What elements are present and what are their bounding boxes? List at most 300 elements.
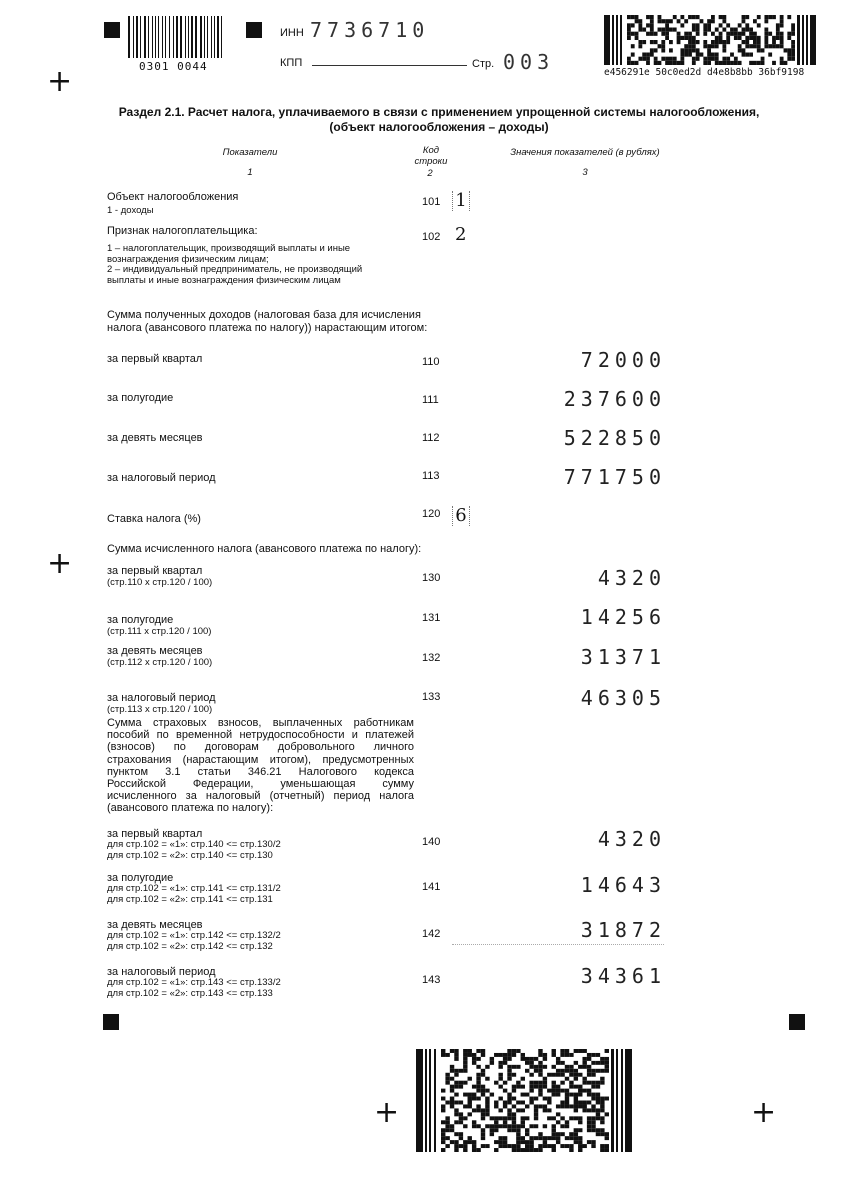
barcode-bar bbox=[600, 1148, 604, 1152]
barcode-bar bbox=[700, 19, 704, 23]
barcode-bar bbox=[516, 1101, 520, 1105]
barcode-bar bbox=[650, 48, 654, 52]
barcode-bar bbox=[658, 61, 662, 65]
barcode-bar bbox=[534, 1104, 538, 1108]
barcode-bar bbox=[627, 15, 631, 19]
barcode-bar bbox=[761, 61, 765, 65]
barcode-bar bbox=[587, 1124, 591, 1128]
barcode-bar bbox=[534, 1112, 538, 1116]
barcode-bar bbox=[569, 1065, 573, 1069]
barcode-bar bbox=[476, 1081, 480, 1085]
barcode-bar bbox=[791, 28, 795, 32]
barcode-bar bbox=[472, 1148, 476, 1152]
barcode-bar bbox=[525, 1057, 529, 1061]
barcode-bar bbox=[565, 1049, 569, 1053]
barcode-bar bbox=[429, 1049, 431, 1152]
barcode-bar bbox=[211, 16, 212, 58]
barcode-bar bbox=[764, 15, 768, 19]
barcode-bar bbox=[665, 32, 669, 36]
barcode-bar bbox=[525, 1116, 529, 1120]
barcode-bar bbox=[600, 1104, 604, 1108]
barcode-bar bbox=[692, 36, 696, 40]
barcode-bar bbox=[507, 1049, 511, 1053]
barcode-bar bbox=[565, 1053, 569, 1057]
barcode-bar bbox=[612, 15, 614, 65]
insurance-heading-line: пособий по временной нетрудоспособности и платежей bbox=[107, 729, 414, 742]
barcode-bar bbox=[494, 1104, 498, 1108]
barcode-bar bbox=[459, 1069, 463, 1073]
barcode-bar bbox=[669, 61, 673, 65]
barcode-bar bbox=[481, 1144, 485, 1148]
row-141-label: за полугодие bbox=[107, 872, 174, 884]
barcode-bar bbox=[734, 36, 738, 40]
barcode-bar bbox=[715, 57, 719, 61]
barcode-bar bbox=[155, 16, 156, 58]
barcode-bar bbox=[582, 1077, 586, 1081]
barcode-bar bbox=[587, 1140, 591, 1144]
barcode-bar bbox=[734, 57, 738, 61]
barcode-bar bbox=[574, 1128, 578, 1132]
barcode-bar bbox=[490, 1116, 494, 1120]
barcode-bar bbox=[494, 1120, 498, 1124]
barcode-bar bbox=[565, 1097, 569, 1101]
barcode-bar bbox=[596, 1081, 600, 1085]
barcode-bar bbox=[525, 1128, 529, 1132]
barcode-bar bbox=[503, 1144, 507, 1148]
barcode-bar bbox=[631, 61, 635, 65]
barcode-bar bbox=[450, 1049, 454, 1053]
barcode-bar bbox=[574, 1061, 578, 1065]
barcode-bar bbox=[441, 1136, 445, 1140]
row-120-code: 120 bbox=[422, 508, 441, 520]
barcode-bar bbox=[742, 28, 746, 32]
barcode-bar bbox=[680, 61, 684, 65]
barcode-bar bbox=[680, 23, 684, 27]
barcode-bar bbox=[450, 1104, 454, 1108]
barcode-bar bbox=[707, 61, 711, 65]
barcode-bar bbox=[722, 48, 726, 52]
barcode-bar bbox=[552, 1049, 556, 1053]
barcode-bar bbox=[596, 1069, 600, 1073]
barcode-bar bbox=[635, 61, 639, 65]
barcode-bar bbox=[791, 32, 795, 36]
barcode-bar bbox=[665, 19, 669, 23]
barcode-bar bbox=[587, 1053, 591, 1057]
inn-value: 7736710 bbox=[310, 18, 430, 42]
barcode-bar bbox=[776, 32, 780, 36]
barcode-bar bbox=[538, 1089, 542, 1093]
barcode-bar bbox=[445, 1128, 449, 1132]
pdf417-barcode bbox=[604, 15, 816, 65]
barcode-bar bbox=[538, 1061, 542, 1065]
barcode-bar bbox=[730, 61, 734, 65]
barcode-bar bbox=[507, 1144, 511, 1148]
barcode-bar bbox=[481, 1049, 485, 1053]
barcode-bar bbox=[552, 1116, 556, 1120]
barcode-bar bbox=[661, 57, 665, 61]
barcode-bar bbox=[787, 32, 791, 36]
row-141-code: 141 bbox=[422, 881, 441, 893]
barcode-bar bbox=[791, 44, 795, 48]
barcode-bar bbox=[745, 28, 749, 32]
barcode-bar bbox=[703, 23, 707, 27]
barcode-bar bbox=[703, 40, 707, 44]
barcode-bar bbox=[680, 48, 684, 52]
barcode-bar bbox=[574, 1101, 578, 1105]
barcode-bar bbox=[503, 1104, 507, 1108]
barcode-bar bbox=[638, 23, 642, 27]
column-number-2: 2 bbox=[427, 168, 433, 179]
barcode-bar bbox=[719, 61, 723, 65]
barcode-bar bbox=[684, 32, 688, 36]
barcode-bar bbox=[650, 53, 654, 57]
barcode-bar bbox=[485, 1065, 489, 1069]
barcode-bar bbox=[635, 32, 639, 36]
barcode-bar bbox=[642, 53, 646, 57]
barcode-bar bbox=[654, 48, 658, 52]
barcode-bar bbox=[560, 1061, 564, 1065]
barcode-bar bbox=[534, 1097, 538, 1101]
barcode-bar bbox=[600, 1101, 604, 1105]
barcode-bar bbox=[654, 32, 658, 36]
income-heading-line1: Сумма полученных доходов (налоговая база для исчисления bbox=[107, 309, 421, 321]
barcode-bar bbox=[591, 1093, 595, 1097]
row-102-sub bbox=[107, 244, 362, 286]
row-140-sub bbox=[107, 840, 281, 861]
barcode-bar bbox=[516, 1124, 520, 1128]
barcode-bar bbox=[454, 1108, 458, 1112]
barcode-bar bbox=[521, 1077, 525, 1081]
barcode-bar bbox=[503, 1057, 507, 1061]
barcode-bar bbox=[749, 44, 753, 48]
barcode-bar bbox=[749, 32, 753, 36]
barcode-bar bbox=[534, 1108, 538, 1112]
barcode-bar bbox=[521, 1085, 525, 1089]
barcode-bar bbox=[173, 16, 174, 58]
barcode-bar bbox=[596, 1112, 600, 1116]
barcode-bar bbox=[742, 15, 746, 19]
row-113-value: 771750 bbox=[563, 465, 666, 489]
barcode-bar bbox=[605, 1132, 609, 1136]
barcode-bar bbox=[463, 1124, 467, 1128]
barcode-bar bbox=[596, 1061, 600, 1065]
barcode-bar bbox=[516, 1085, 520, 1089]
barcode-bar bbox=[481, 1108, 485, 1112]
barcode-bar bbox=[591, 1081, 595, 1085]
barcode-bar bbox=[596, 1128, 600, 1132]
barcode-bar bbox=[529, 1081, 533, 1085]
barcode-bar bbox=[503, 1081, 507, 1085]
barcode-bar bbox=[472, 1085, 476, 1089]
row-142-sub-line2: для стр.102 = «2»: стр.142 <= стр.132 bbox=[107, 940, 273, 952]
crosshair-icon: + bbox=[47, 546, 73, 581]
barcode-bar bbox=[787, 15, 791, 19]
barcode-bar bbox=[454, 1081, 458, 1085]
barcode-bar bbox=[441, 1108, 445, 1112]
row-132-code: 132 bbox=[422, 652, 441, 664]
barcode-bar bbox=[472, 1093, 476, 1097]
barcode-bar bbox=[529, 1065, 533, 1069]
row-143-sub-line2: для стр.102 = «2»: стр.143 <= стр.133 bbox=[107, 987, 273, 999]
barcode-bar bbox=[591, 1069, 595, 1073]
barcode-bar bbox=[468, 1053, 472, 1057]
barcode-bar bbox=[768, 53, 772, 57]
barcode-bar bbox=[605, 1061, 609, 1065]
barcode-bar bbox=[650, 19, 654, 23]
barcode-bar bbox=[688, 36, 692, 40]
barcode-bar bbox=[780, 57, 784, 61]
barcode-bar bbox=[516, 1140, 520, 1144]
barcode-bar bbox=[715, 36, 719, 40]
barcode-bar bbox=[692, 48, 696, 52]
barcode-bar bbox=[764, 28, 768, 32]
barcode-bar bbox=[512, 1104, 516, 1108]
barcode-bar bbox=[742, 40, 746, 44]
barcode-bar bbox=[569, 1144, 573, 1148]
barcode-bar bbox=[726, 61, 730, 65]
barcode-bar bbox=[494, 1128, 498, 1132]
barcode-bar bbox=[642, 40, 646, 44]
barcode-bar bbox=[552, 1065, 556, 1069]
barcode-bar bbox=[722, 19, 726, 23]
insurance-heading-line: страхования (нарастающим итогом), предусмотренных bbox=[107, 753, 414, 766]
barcode-bar bbox=[552, 1089, 556, 1093]
barcode-bar bbox=[538, 1053, 542, 1057]
barcode-bar bbox=[692, 23, 696, 27]
barcode-bar bbox=[556, 1132, 560, 1136]
row-140-value: 4320 bbox=[597, 827, 666, 851]
barcode-bar bbox=[574, 1108, 578, 1112]
barcode-bar bbox=[176, 16, 178, 58]
crosshair-icon: + bbox=[751, 1095, 777, 1130]
barcode-bar bbox=[459, 1116, 463, 1120]
barcode-bar bbox=[463, 1116, 467, 1120]
barcode-bar bbox=[582, 1104, 586, 1108]
barcode-bar bbox=[722, 61, 726, 65]
barcode-bar bbox=[574, 1097, 578, 1101]
barcode-bar bbox=[525, 1144, 529, 1148]
barcode-bar bbox=[195, 16, 197, 58]
barcode-bar bbox=[529, 1085, 533, 1089]
barcode-bar bbox=[169, 16, 170, 58]
barcode-bar bbox=[582, 1089, 586, 1093]
barcode-bar bbox=[503, 1120, 507, 1124]
barcode-bar bbox=[591, 1104, 595, 1108]
barcode-bar bbox=[552, 1128, 556, 1132]
barcode-bar bbox=[556, 1093, 560, 1097]
barcode-bar bbox=[574, 1132, 578, 1136]
barcode-bar bbox=[661, 32, 665, 36]
barcode-bar bbox=[543, 1065, 547, 1069]
row-132-sub: (стр.112 х стр.120 / 100) bbox=[107, 657, 213, 668]
barcode-bar bbox=[578, 1148, 582, 1152]
barcode-bar bbox=[719, 15, 723, 19]
barcode-bar bbox=[707, 23, 711, 27]
barcode-bar bbox=[621, 1049, 623, 1152]
barcode-bar bbox=[552, 1144, 556, 1148]
barcode-bar bbox=[730, 32, 734, 36]
barcode-bar bbox=[635, 36, 639, 40]
barcode-bar bbox=[638, 28, 642, 32]
barcode-bar bbox=[485, 1101, 489, 1105]
barcode-bar bbox=[600, 1077, 604, 1081]
barcode-bar bbox=[560, 1073, 564, 1077]
barcode-bar bbox=[476, 1057, 480, 1061]
barcode-bar bbox=[638, 44, 642, 48]
barcode-bar bbox=[711, 15, 715, 19]
barcode-bar bbox=[582, 1061, 586, 1065]
barcode-bar bbox=[472, 1061, 476, 1065]
barcode-bar bbox=[605, 1112, 609, 1116]
barcode-bar bbox=[631, 53, 635, 57]
barcode-bar bbox=[738, 48, 742, 52]
barcode-bar bbox=[776, 36, 780, 40]
barcode-bar bbox=[441, 1128, 445, 1132]
row-140-label: за первый квартал bbox=[107, 828, 203, 840]
barcode-bar bbox=[445, 1077, 449, 1081]
barcode-bar bbox=[574, 1140, 578, 1144]
barcode-bar bbox=[596, 1053, 600, 1057]
barcode-bar bbox=[538, 1132, 542, 1136]
barcode-bar bbox=[757, 36, 761, 40]
row-143-sub bbox=[107, 978, 281, 999]
barcode-bar bbox=[669, 19, 673, 23]
barcode-bar bbox=[742, 19, 746, 23]
barcode-bar bbox=[144, 16, 146, 58]
barcode-bar bbox=[485, 1112, 489, 1116]
barcode-bar bbox=[780, 23, 784, 27]
barcode-bar bbox=[476, 1073, 480, 1077]
barcode-bar bbox=[688, 32, 692, 36]
barcode-bar bbox=[591, 1120, 595, 1124]
barcode-bar bbox=[507, 1065, 511, 1069]
barcode-bar bbox=[591, 1085, 595, 1089]
barcode-bar bbox=[688, 15, 692, 19]
barcode-bar bbox=[715, 44, 719, 48]
column-header-values: Значения показателей (в рублях) bbox=[510, 147, 660, 158]
calc-heading: Сумма исчисленного налога (авансового платежа по налогу): bbox=[107, 543, 422, 555]
barcode-bar bbox=[753, 36, 757, 40]
barcode-bar bbox=[742, 53, 746, 57]
barcode-bar bbox=[646, 61, 650, 65]
barcode-bar bbox=[591, 1097, 595, 1101]
barcode-bar bbox=[538, 1065, 542, 1069]
barcode-bar bbox=[476, 1124, 480, 1128]
barcode-bar bbox=[631, 15, 635, 19]
barcode-bar bbox=[772, 15, 776, 19]
barcode-bar bbox=[560, 1053, 564, 1057]
barcode-bar bbox=[605, 1148, 609, 1152]
barcode-bar bbox=[565, 1136, 569, 1140]
barcode-bar bbox=[503, 1089, 507, 1093]
barcode-bar bbox=[459, 1144, 463, 1148]
barcode-bar bbox=[481, 1085, 485, 1089]
barcode-bar bbox=[627, 28, 631, 32]
barcode-bar bbox=[525, 1104, 529, 1108]
barcode-bar bbox=[722, 28, 726, 32]
barcode-bar bbox=[468, 1112, 472, 1116]
barcode-bar bbox=[507, 1057, 511, 1061]
barcode-bar bbox=[454, 1049, 458, 1053]
barcode-bar bbox=[627, 23, 631, 27]
row-102-sub-line1: 1 – налогоплательщик, производящий выплаты и иные bbox=[107, 243, 351, 254]
barcode-bar bbox=[547, 1101, 551, 1105]
barcode-bar bbox=[578, 1140, 582, 1144]
barcode-bar bbox=[738, 44, 742, 48]
barcode-bar bbox=[753, 44, 757, 48]
barcode-bar bbox=[560, 1124, 564, 1128]
barcode-bar bbox=[521, 1140, 525, 1144]
barcode-bar bbox=[764, 19, 768, 23]
barcode-bar bbox=[498, 1065, 502, 1069]
barcode-bar bbox=[552, 1132, 556, 1136]
barcode-bar bbox=[507, 1108, 511, 1112]
barcode-bar bbox=[507, 1093, 511, 1097]
barcode-bar bbox=[534, 1124, 538, 1128]
barcode-bar bbox=[650, 15, 654, 19]
barcode-bar bbox=[552, 1136, 556, 1140]
barcode-bar bbox=[498, 1053, 502, 1057]
barcode-bar bbox=[776, 28, 780, 32]
barcode-bar bbox=[730, 53, 734, 57]
barcode-bar bbox=[757, 61, 761, 65]
barcode-bar bbox=[569, 1073, 573, 1077]
barcode-bar bbox=[454, 1148, 458, 1152]
barcode-bar bbox=[578, 1104, 582, 1108]
barcode-bar bbox=[677, 32, 681, 36]
row-102-sub-line4: выплаты и иные вознаграждения физическим лицам bbox=[107, 274, 341, 286]
barcode-bar bbox=[450, 1089, 454, 1093]
barcode-bar bbox=[512, 1120, 516, 1124]
barcode-bar bbox=[547, 1136, 551, 1140]
barcode-bar bbox=[463, 1144, 467, 1148]
barcode-bar bbox=[441, 1140, 445, 1144]
barcode-bar bbox=[463, 1148, 467, 1152]
barcode-bar bbox=[757, 15, 761, 19]
barcode-bar bbox=[534, 1069, 538, 1073]
barcode-bar bbox=[516, 1136, 520, 1140]
barcode-bar bbox=[650, 32, 654, 36]
barcode-bar bbox=[521, 1136, 525, 1140]
barcode-bar bbox=[552, 1124, 556, 1128]
barcode-bar bbox=[507, 1069, 511, 1073]
barcode-bar bbox=[696, 15, 700, 19]
registration-square-top-left bbox=[104, 22, 120, 38]
barcode-bar bbox=[578, 1049, 582, 1053]
barcode-bar bbox=[498, 1085, 502, 1089]
row-112-value: 522850 bbox=[563, 426, 666, 450]
barcode-bar bbox=[605, 1049, 609, 1053]
barcode-bar bbox=[677, 40, 681, 44]
barcode-bar bbox=[738, 61, 742, 65]
barcode-bar bbox=[574, 1116, 578, 1120]
barcode-bar bbox=[761, 57, 765, 61]
barcode-bar bbox=[128, 16, 130, 58]
row-102-sub-line3: 2 – индивидуальный предприниматель, не производящий bbox=[107, 264, 363, 275]
barcode-bar bbox=[525, 1132, 529, 1136]
barcode-bar bbox=[454, 1085, 458, 1089]
barcode-bar bbox=[591, 1073, 595, 1077]
barcode-bar bbox=[529, 1124, 533, 1128]
barcode-bar bbox=[757, 48, 761, 52]
barcode-bar bbox=[784, 61, 788, 65]
barcode-bar bbox=[642, 28, 646, 32]
barcode-bar bbox=[556, 1112, 560, 1116]
row-130-value: 4320 bbox=[597, 566, 666, 590]
barcode-bar bbox=[591, 1140, 595, 1144]
barcode-bar bbox=[552, 1081, 556, 1085]
barcode-bar bbox=[646, 32, 650, 36]
